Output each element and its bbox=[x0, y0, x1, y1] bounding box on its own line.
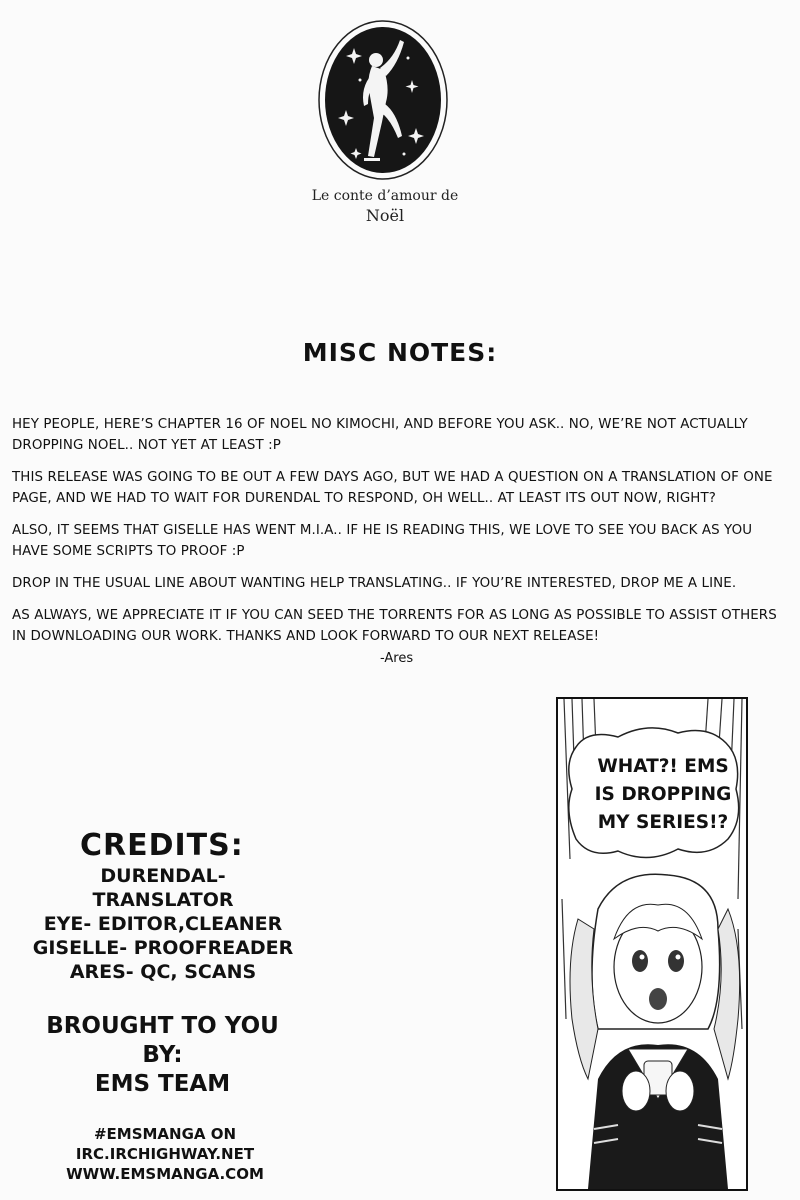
credit-line: ARES- QC, SCANS bbox=[69, 961, 257, 983]
notes-paragraph: THIS RELEASE WAS GOING TO BE OUT A FEW DAYS AGO, BUT WE HAD A QUESTION ON A TRANSLATION OF ONE PAGE, AND WE HAD TO WAIT FOR DURENDAL TO RESPOND, OH WELL.. AT LEAST ITS OUT NOW, RIGHT? bbox=[12, 470, 773, 506]
brought-line-2: BY: bbox=[142, 1042, 183, 1068]
website: WWW.EMSMANGA.COM bbox=[66, 1165, 264, 1183]
credit-line: EYE- EDITOR,CLEANER bbox=[43, 913, 283, 935]
speech-bubble bbox=[580, 753, 746, 837]
logo-subtitle: Le conte d’amour de bbox=[311, 188, 459, 204]
notes-heading: MISC NOTES: bbox=[302, 338, 498, 367]
manga-panel bbox=[556, 697, 748, 1191]
bubble-line: IS DROPPING bbox=[594, 784, 732, 805]
notes-signature: -Ares bbox=[380, 651, 414, 666]
logo-title: Noël bbox=[365, 206, 405, 225]
credit-line: DURENDAL- TRANSLATOR bbox=[92, 865, 234, 911]
notes-paragraph: DROP IN THE USUAL LINE ABOUT WANTING HELP TRANSLATING.. IF YOU’RE INTERESTED, DROP ME A LINE. bbox=[12, 576, 737, 591]
credits-list bbox=[28, 864, 298, 984]
credit-line: GISELLE- PROOFREADER bbox=[32, 937, 294, 959]
figure-skater-emblem bbox=[316, 18, 450, 182]
credits-title: CREDITS: bbox=[80, 828, 244, 863]
brought-line-1: BROUGHT TO YOU bbox=[46, 1013, 279, 1039]
notes-body bbox=[12, 414, 788, 658]
notes-paragraph: HEY PEOPLE, HERE’S CHAPTER 16 OF NOEL NO KIMOCHI, AND BEFORE YOU ASK.. NO, WE’RE NOT ACTUALLY DROPPING NOEL.. NOT YET AT LEAST :P bbox=[12, 417, 748, 453]
irc-info bbox=[30, 1124, 300, 1184]
bubble-line: MY SERIES!? bbox=[597, 812, 729, 833]
brought-by bbox=[20, 1012, 305, 1099]
notes-paragraph: AS ALWAYS, WE APPRECIATE IT IF YOU CAN SEED THE TORRENTS FOR AS LONG AS POSSIBLE TO ASSIST OTHERS IN DOWNLOADING OUR WORK. THANKS AND LOOK FORWARD TO OUR NEXT RELEASE! bbox=[12, 608, 777, 644]
irc-server: IRC.IRCHIGHWAY.NET bbox=[75, 1145, 255, 1163]
notes-paragraph: ALSO, IT SEEMS THAT GISELLE HAS WENT M.I.A.. IF HE IS READING THIS, WE LOVE TO SEE YOU BACK AS YOU HAVE SOME SCRIPTS TO PROOF :P bbox=[12, 523, 753, 559]
bubble-line: WHAT?! EMS bbox=[597, 756, 729, 777]
brought-line-3: EMS TEAM bbox=[94, 1071, 231, 1097]
irc-channel: #EMSMANGA ON bbox=[93, 1125, 237, 1143]
